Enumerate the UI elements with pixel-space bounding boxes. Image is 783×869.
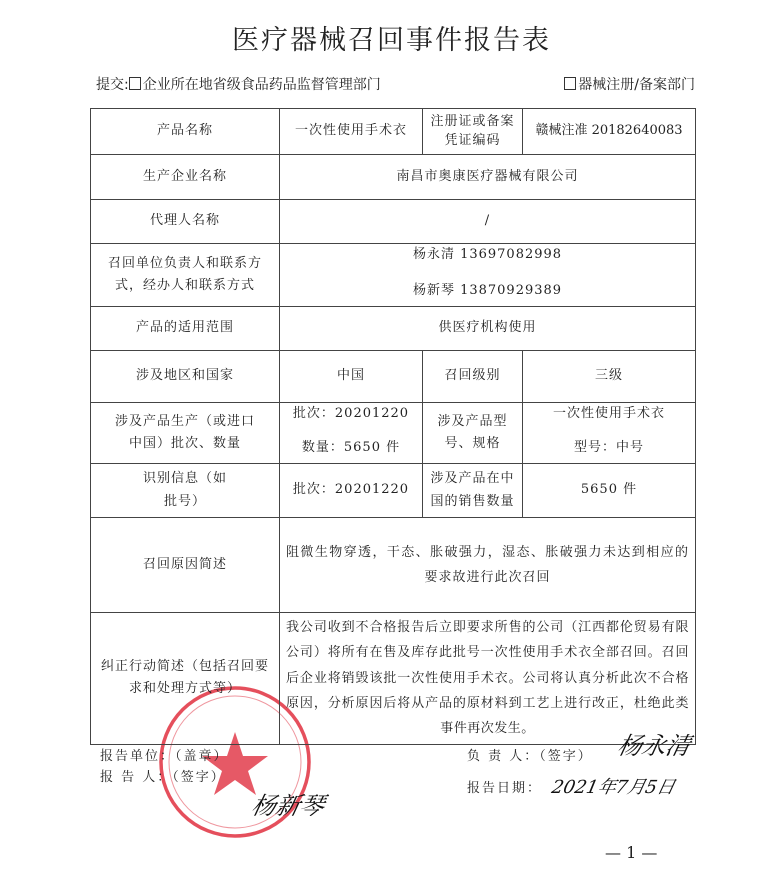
leader-label: 负 责 人：（签字） [467, 749, 593, 764]
reporter-label: 报 告 人：（签字） [100, 770, 226, 785]
sales: 5650 件 [523, 464, 696, 518]
batch-cell [280, 403, 423, 464]
quantity: 数量：5650 件 [301, 440, 401, 456]
action-label: 纠正行动简述（包括召回要求和处理方式等） [91, 613, 280, 745]
batch: 批次：20201220 [292, 406, 410, 421]
batch-label: 涉及产品生产（或进口中国）批次、数量 [91, 403, 280, 464]
contact-1: 杨永清 13697082998 [412, 247, 563, 262]
leader-signature: 杨永清 [615, 732, 693, 760]
submit-line [96, 74, 381, 94]
model-name: 一次性使用手术衣 [552, 406, 665, 421]
model-label: 涉及产品型号、规格 [423, 403, 523, 464]
option-registration: 器械注册/备案部门 [578, 77, 695, 93]
recall-report-table [90, 108, 696, 745]
product-name: 一次性使用手术衣 [280, 109, 423, 155]
level: 三级 [523, 351, 696, 403]
level-label: 召回级别 [423, 351, 523, 403]
agent: / [280, 200, 696, 244]
id-label: 识别信息（如批号） [91, 464, 280, 518]
action: 我公司收到不合格报告后立即要求所售的公司（江西都伦贸易有限公司）将所有在售及库存此批号一次性使用手术衣全部召回。召回后企业将销毁该批一次性使用手术衣。公司将认真分析此次不合格原因，分析原因后将从产品的原材料到工艺上进行改正，杜绝此类事件再次发生。 [280, 613, 696, 745]
scope: 供医疗机构使用 [280, 307, 696, 351]
submit-option2 [564, 74, 695, 94]
submit-prefix: 提交: [96, 77, 129, 93]
reason-label: 召回原因简述 [91, 518, 280, 613]
manufacturer: 南昌市奥康医疗器械有限公司 [280, 155, 696, 200]
contact-cell [280, 244, 696, 307]
region: 中国 [280, 351, 423, 403]
model-cell [523, 403, 696, 464]
agent-label: 代理人名称 [91, 200, 280, 244]
scope-label: 产品的适用范围 [91, 307, 280, 351]
manufacturer-label: 生产企业名称 [91, 155, 280, 200]
page-title: 医疗器械召回事件报告表 [232, 25, 551, 56]
checkbox-provincial[interactable] [129, 77, 141, 90]
report-date-label: 报告日期： [467, 781, 543, 796]
report-date: 2021年7月5日 [549, 777, 678, 798]
reg-no-label: 注册证或备案凭证编码 [423, 109, 523, 155]
reason: 阻微生物穿透，干态、胀破强力，湿态、胀破强力未达到相应的要求故进行此次召回 [280, 518, 696, 613]
report-unit-label: 报告单位：（盖章） [100, 749, 229, 764]
page-number: — 1 — [605, 843, 658, 862]
product-name-label: 产品名称 [91, 109, 280, 155]
id-value: 批次：20201220 [280, 464, 423, 518]
reporter-signature: 杨新琴 [249, 792, 327, 820]
option-provincial: 企业所在地省级食品药品监督管理部门 [142, 77, 381, 93]
reg-no: 赣械注准 20182640083 [523, 109, 696, 155]
model: 型号：中号 [573, 440, 644, 456]
checkbox-registration[interactable] [564, 77, 576, 90]
contact-2: 杨新琴 13870929389 [412, 283, 563, 299]
sales-label: 涉及产品在中国的销售数量 [423, 464, 523, 518]
contact-label: 召回单位负责人和联系方式，经办人和联系方式 [91, 244, 280, 307]
region-label: 涉及地区和国家 [91, 351, 280, 403]
